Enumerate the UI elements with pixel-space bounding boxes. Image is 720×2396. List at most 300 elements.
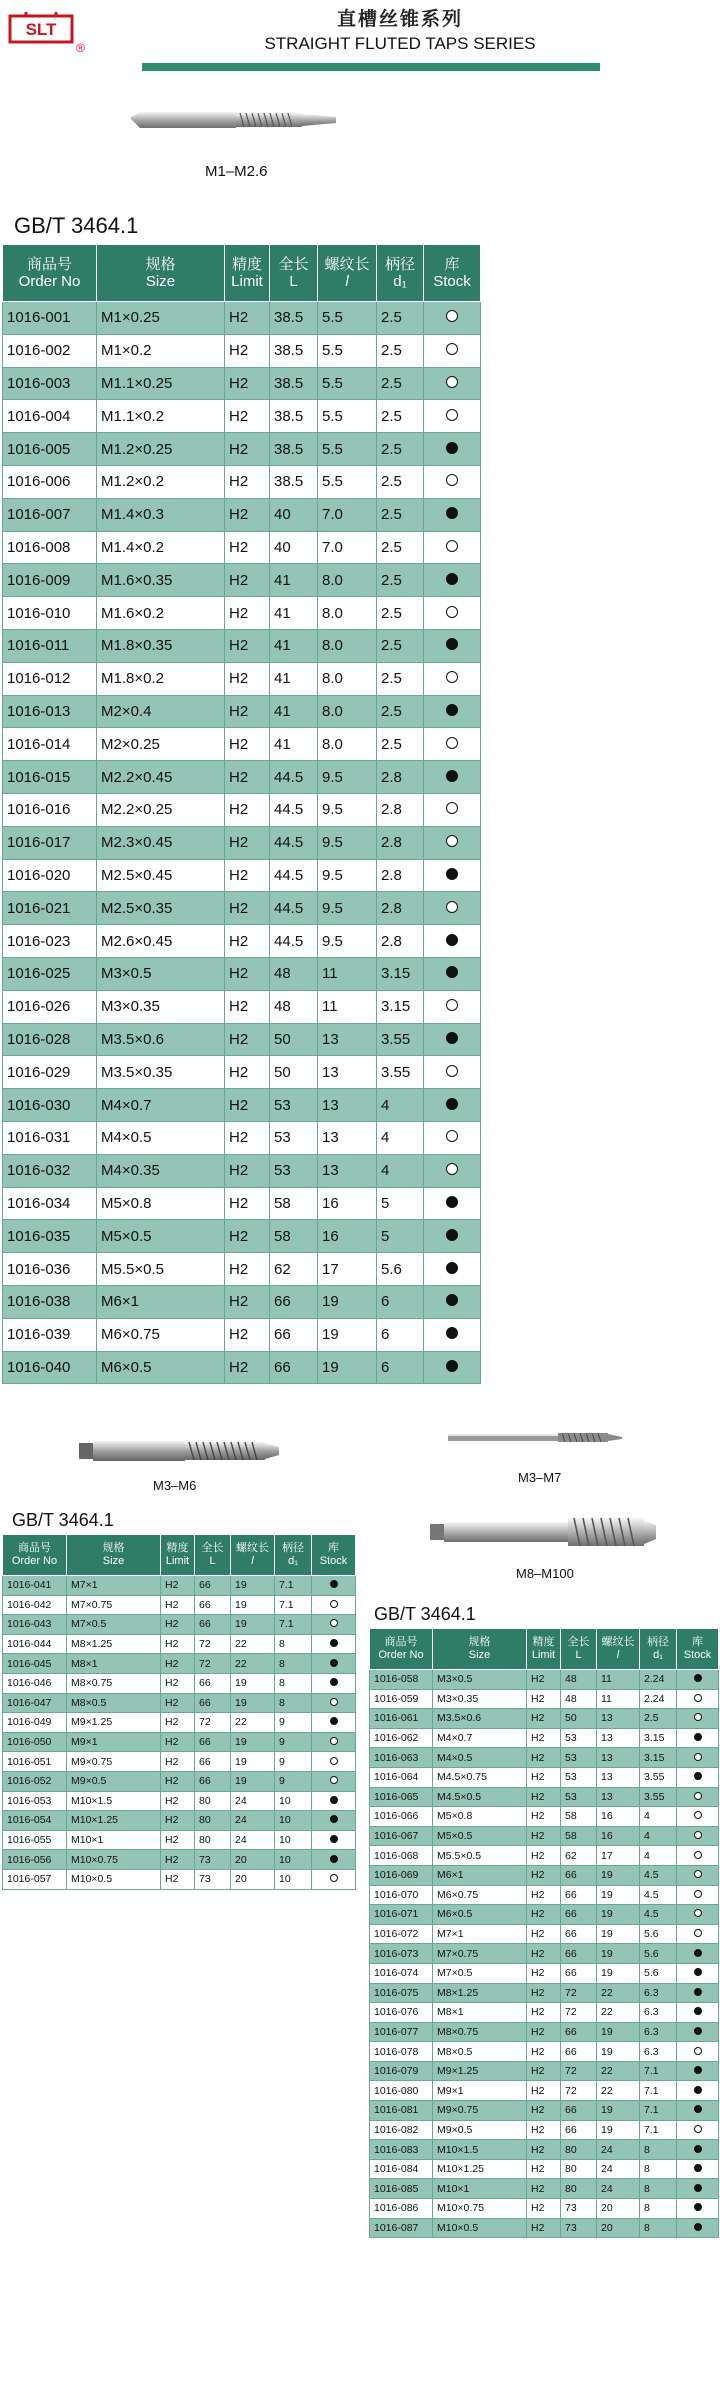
- cell-order-no: 1016-015: [3, 761, 97, 794]
- cell-shank-diameter: 3.15: [377, 990, 424, 1023]
- cell-stock: [677, 1905, 719, 1925]
- cell-limit: H2: [225, 1220, 270, 1253]
- cell-length: 66: [561, 1885, 597, 1905]
- cell-length: 66: [270, 1285, 318, 1318]
- cell-length: 48: [270, 990, 318, 1023]
- cell-shank-diameter: 10: [275, 1811, 312, 1831]
- cell-shank-diameter: 2.24: [640, 1670, 677, 1690]
- cell-length: 72: [195, 1654, 231, 1674]
- cell-length: 44.5: [270, 793, 318, 826]
- table-row: [370, 1846, 719, 1866]
- cell-size: M2×0.25: [97, 728, 225, 761]
- cell-thread-length: 22: [597, 2081, 640, 2101]
- table-row: [370, 1748, 719, 1768]
- cell-stock: [677, 1865, 719, 1885]
- cell-order-no: 1016-028: [3, 1023, 97, 1056]
- cell-length: 53: [270, 1089, 318, 1122]
- cell-limit: H2: [527, 2140, 561, 2160]
- cell-limit: H2: [161, 1811, 195, 1831]
- cell-limit: H2: [225, 662, 270, 695]
- column-header-cn: 柄径: [647, 1636, 669, 1649]
- cell-shank-diameter: 3.55: [377, 1023, 424, 1056]
- out-of-stock-dot-icon: [330, 1874, 338, 1882]
- cell-stock: [424, 1089, 481, 1122]
- cell-length: 66: [561, 1944, 597, 1964]
- cell-order-no: 1016-055: [3, 1830, 67, 1850]
- column-header-cn: 精度: [166, 1542, 189, 1555]
- cell-thread-length: 19: [231, 1771, 275, 1791]
- column-header-order-no: [3, 245, 97, 302]
- cell-shank-diameter: 2.5: [377, 433, 424, 466]
- cell-limit: H2: [527, 2042, 561, 2062]
- cell-length: 38.5: [270, 367, 318, 400]
- cell-stock: [312, 1693, 356, 1713]
- table-row: [3, 498, 481, 531]
- cell-order-no: 1016-011: [3, 629, 97, 662]
- cell-thread-length: 17: [597, 1846, 640, 1866]
- cell-shank-diameter: 9: [275, 1732, 312, 1752]
- cell-size: M10×0.75: [67, 1850, 161, 1870]
- cell-order-no: 1016-016: [3, 793, 97, 826]
- cell-shank-diameter: 2.5: [377, 629, 424, 662]
- cell-order-no: 1016-086: [370, 2199, 433, 2219]
- cell-limit: H2: [225, 302, 270, 335]
- column-header-en: l: [345, 273, 349, 290]
- cell-length: 41: [270, 597, 318, 630]
- spec-table-3: [369, 1628, 719, 2238]
- cell-stock: [424, 465, 481, 498]
- cell-stock: [677, 1728, 719, 1748]
- table-row: [3, 1121, 481, 1154]
- cell-shank-diameter: 6.3: [640, 2042, 677, 2062]
- out-of-stock-dot-icon: [330, 1619, 338, 1627]
- cell-size: M10×0.5: [67, 1869, 161, 1889]
- cell-thread-length: 24: [597, 2159, 640, 2179]
- cell-size: M1×0.2: [97, 334, 225, 367]
- cell-size: M9×1: [433, 2081, 527, 2101]
- cell-limit: H2: [527, 2218, 561, 2238]
- column-header-en: Size: [102, 1555, 125, 1567]
- table-row: [3, 1732, 356, 1752]
- cell-shank-diameter: 2.5: [377, 531, 424, 564]
- cell-limit: H2: [225, 1056, 270, 1089]
- cell-thread-length: 17: [318, 1253, 377, 1286]
- cell-shank-diameter: 3.55: [640, 1767, 677, 1787]
- in-stock-dot-icon: [694, 1988, 702, 1996]
- cell-order-no: 1016-005: [3, 433, 97, 466]
- cell-shank-diameter: 2.24: [640, 1689, 677, 1709]
- cell-order-no: 1016-040: [3, 1351, 97, 1384]
- cell-limit: H2: [225, 433, 270, 466]
- cell-order-no: 1016-031: [3, 1121, 97, 1154]
- cell-stock: [312, 1595, 356, 1615]
- column-header-cn: 螺纹长: [324, 255, 370, 273]
- cell-shank-diameter: 4.5: [640, 1885, 677, 1905]
- cell-limit: H2: [225, 400, 270, 433]
- cell-length: 72: [561, 2003, 597, 2023]
- cell-limit: H2: [225, 728, 270, 761]
- cell-stock: [312, 1752, 356, 1772]
- cell-order-no: 1016-006: [3, 465, 97, 498]
- out-of-stock-dot-icon: [446, 1065, 458, 1077]
- cell-thread-length: 19: [231, 1693, 275, 1713]
- table-row: [3, 564, 481, 597]
- cell-stock: [424, 662, 481, 695]
- cell-length: 73: [195, 1850, 231, 1870]
- in-stock-dot-icon: [694, 2223, 702, 2231]
- out-of-stock-dot-icon: [446, 606, 458, 618]
- tap-label-m3-m7: M3–M7: [518, 1470, 562, 1485]
- cell-stock: [677, 2042, 719, 2062]
- cell-shank-diameter: 4: [640, 1826, 677, 1846]
- table-row: [3, 1318, 481, 1351]
- cell-shank-diameter: 2.5: [640, 1709, 677, 1729]
- cell-shank-diameter: 9: [275, 1752, 312, 1772]
- cell-shank-diameter: 4: [640, 1846, 677, 1866]
- cell-thread-length: 16: [318, 1187, 377, 1220]
- cell-shank-diameter: 2.5: [377, 400, 424, 433]
- cell-limit: H2: [527, 1689, 561, 1709]
- column-header-thread-length: [318, 245, 377, 302]
- cell-shank-diameter: 7.1: [640, 2120, 677, 2140]
- out-of-stock-dot-icon: [694, 1713, 702, 1721]
- cell-stock: [677, 2101, 719, 2121]
- column-header-shank-diameter: [640, 1629, 677, 1670]
- cell-stock: [424, 302, 481, 335]
- in-stock-dot-icon: [694, 2086, 702, 2094]
- cell-length: 44.5: [270, 826, 318, 859]
- cell-stock: [677, 1944, 719, 1964]
- cell-limit: H2: [225, 1187, 270, 1220]
- cell-size: M4×0.7: [433, 1728, 527, 1748]
- cell-size: M2.5×0.35: [97, 892, 225, 925]
- cell-shank-diameter: 2.5: [377, 564, 424, 597]
- cell-stock: [677, 1767, 719, 1787]
- cell-size: M1.4×0.2: [97, 531, 225, 564]
- table-row: [3, 793, 481, 826]
- cell-shank-diameter: 6.3: [640, 2003, 677, 2023]
- cell-limit: H2: [527, 2061, 561, 2081]
- cell-stock: [424, 826, 481, 859]
- in-stock-dot-icon: [446, 573, 458, 585]
- cell-order-no: 1016-026: [3, 990, 97, 1023]
- cell-stock: [424, 1253, 481, 1286]
- in-stock-dot-icon: [446, 638, 458, 650]
- cell-order-no: 1016-023: [3, 925, 97, 958]
- cell-thread-length: 16: [597, 1826, 640, 1846]
- cell-size: M1.1×0.25: [97, 367, 225, 400]
- cell-shank-diameter: 2.8: [377, 859, 424, 892]
- cell-thread-length: 22: [231, 1654, 275, 1674]
- table-row: [370, 1807, 719, 1827]
- cell-stock: [312, 1615, 356, 1635]
- cell-thread-length: 24: [231, 1811, 275, 1831]
- cell-size: M5×0.5: [97, 1220, 225, 1253]
- cell-limit: H2: [225, 892, 270, 925]
- out-of-stock-dot-icon: [446, 409, 458, 421]
- cell-size: M6×1: [433, 1865, 527, 1885]
- cell-limit: H2: [527, 2081, 561, 2101]
- cell-thread-length: 19: [597, 2042, 640, 2062]
- in-stock-dot-icon: [694, 2007, 702, 2015]
- cell-thread-length: 19: [231, 1595, 275, 1615]
- cell-size: M10×1: [67, 1830, 161, 1850]
- out-of-stock-dot-icon: [694, 2125, 702, 2133]
- cell-size: M10×0.75: [433, 2199, 527, 2219]
- table-row: [3, 1752, 356, 1772]
- cell-size: M2.3×0.45: [97, 826, 225, 859]
- cell-shank-diameter: 4: [377, 1154, 424, 1187]
- cell-length: 72: [195, 1713, 231, 1733]
- cell-limit: H2: [161, 1595, 195, 1615]
- column-header-limit: [527, 1629, 561, 1670]
- out-of-stock-dot-icon: [694, 1694, 702, 1702]
- cell-limit: H2: [527, 2022, 561, 2042]
- cell-thread-length: 5.5: [318, 465, 377, 498]
- cell-limit: H2: [225, 761, 270, 794]
- cell-thread-length: 19: [231, 1576, 275, 1596]
- cell-shank-diameter: 2.8: [377, 793, 424, 826]
- table-row: [370, 1963, 719, 1983]
- cell-thread-length: 5.5: [318, 433, 377, 466]
- column-header-stock: [424, 245, 481, 302]
- cell-limit: H2: [527, 1807, 561, 1827]
- out-of-stock-dot-icon: [446, 671, 458, 683]
- cell-size: M2.5×0.45: [97, 859, 225, 892]
- cell-stock: [424, 531, 481, 564]
- cell-stock: [312, 1830, 356, 1850]
- cell-thread-length: 19: [597, 1905, 640, 1925]
- cell-size: M6×0.75: [433, 1885, 527, 1905]
- column-header-thread-length: [597, 1629, 640, 1670]
- table-row: [3, 1811, 356, 1831]
- cell-order-no: 1016-046: [3, 1673, 67, 1693]
- cell-stock: [424, 990, 481, 1023]
- cell-shank-diameter: 9: [275, 1771, 312, 1791]
- cell-size: M8×0.75: [433, 2022, 527, 2042]
- cell-thread-length: 11: [597, 1670, 640, 1690]
- cell-limit: H2: [527, 1748, 561, 1768]
- tap-label-m8-m100: M8–M100: [516, 1566, 574, 1581]
- out-of-stock-dot-icon: [694, 1929, 702, 1937]
- cell-length: 66: [561, 2101, 597, 2121]
- cell-length: 66: [561, 1905, 597, 1925]
- cell-shank-diameter: 4: [377, 1089, 424, 1122]
- cell-shank-diameter: 2.5: [377, 597, 424, 630]
- in-stock-dot-icon: [446, 507, 458, 519]
- cell-stock: [312, 1791, 356, 1811]
- cell-length: 66: [195, 1673, 231, 1693]
- cell-limit: H2: [161, 1673, 195, 1693]
- cell-size: M8×0.5: [433, 2042, 527, 2062]
- cell-limit: H2: [225, 957, 270, 990]
- cell-order-no: 1016-069: [370, 1865, 433, 1885]
- table-row: [3, 597, 481, 630]
- cell-thread-length: 19: [597, 1885, 640, 1905]
- cell-size: M10×1.5: [67, 1791, 161, 1811]
- table-row: [370, 1983, 719, 2003]
- cell-size: M9×0.5: [67, 1771, 161, 1791]
- cell-order-no: 1016-044: [3, 1634, 67, 1654]
- cell-shank-diameter: 10: [275, 1850, 312, 1870]
- in-stock-dot-icon: [330, 1815, 338, 1823]
- cell-thread-length: 19: [318, 1351, 377, 1384]
- cell-thread-length: 9.5: [318, 892, 377, 925]
- cell-thread-length: 20: [597, 2218, 640, 2238]
- cell-length: 40: [270, 498, 318, 531]
- cell-length: 62: [270, 1253, 318, 1286]
- cell-shank-diameter: 5.6: [640, 1963, 677, 1983]
- cell-length: 66: [561, 1963, 597, 1983]
- cell-limit: H2: [225, 1154, 270, 1187]
- in-stock-dot-icon: [330, 1659, 338, 1667]
- in-stock-dot-icon: [330, 1678, 338, 1686]
- table-row: [3, 1830, 356, 1850]
- cell-size: M3×0.5: [97, 957, 225, 990]
- cell-limit: H2: [225, 531, 270, 564]
- cell-order-no: 1016-021: [3, 892, 97, 925]
- out-of-stock-dot-icon: [446, 343, 458, 355]
- cell-shank-diameter: 3.55: [377, 1056, 424, 1089]
- cell-stock: [424, 564, 481, 597]
- cell-thread-length: 13: [318, 1089, 377, 1122]
- cell-size: M8×0.5: [67, 1693, 161, 1713]
- cell-limit: H2: [225, 1089, 270, 1122]
- in-stock-dot-icon: [694, 2164, 702, 2172]
- cell-order-no: 1016-014: [3, 728, 97, 761]
- table-row: [3, 334, 481, 367]
- cell-stock: [677, 1807, 719, 1827]
- cell-limit: H2: [527, 1787, 561, 1807]
- cell-thread-length: 19: [597, 1924, 640, 1944]
- cell-size: M5.5×0.5: [433, 1846, 527, 1866]
- cell-stock: [424, 1220, 481, 1253]
- out-of-stock-dot-icon: [446, 1130, 458, 1142]
- table-row: [370, 2179, 719, 2199]
- cell-shank-diameter: 8: [640, 2199, 677, 2219]
- cell-size: M9×0.5: [433, 2120, 527, 2140]
- cell-length: 66: [270, 1318, 318, 1351]
- table-row: [370, 1924, 719, 1944]
- table-row: [3, 1285, 481, 1318]
- cell-shank-diameter: 2.5: [377, 695, 424, 728]
- table-row: [370, 2140, 719, 2160]
- table-row: [3, 662, 481, 695]
- cell-stock: [677, 1670, 719, 1690]
- tap-label-m3-m6: M3–M6: [153, 1478, 197, 1493]
- cell-stock: [677, 1689, 719, 1709]
- cell-stock: [424, 859, 481, 892]
- cell-shank-diameter: 6.3: [640, 2022, 677, 2042]
- cell-order-no: 1016-082: [370, 2120, 433, 2140]
- cell-stock: [677, 1826, 719, 1846]
- column-header-cn: 柄径: [282, 1542, 304, 1555]
- table-row: [370, 2101, 719, 2121]
- cell-size: M5.5×0.5: [97, 1253, 225, 1286]
- cell-shank-diameter: 5: [377, 1220, 424, 1253]
- table-row: [370, 1826, 719, 1846]
- cell-length: 80: [195, 1791, 231, 1811]
- cell-stock: [424, 334, 481, 367]
- out-of-stock-dot-icon: [330, 1698, 338, 1706]
- cell-limit: H2: [161, 1869, 195, 1889]
- cell-order-no: 1016-074: [370, 1963, 433, 1983]
- cell-shank-diameter: 7.1: [275, 1615, 312, 1635]
- in-stock-dot-icon: [694, 1968, 702, 1976]
- cell-length: 53: [561, 1748, 597, 1768]
- cell-limit: H2: [527, 1983, 561, 2003]
- registered-mark: ®: [76, 41, 85, 55]
- cell-order-no: 1016-072: [370, 1924, 433, 1944]
- cell-length: 48: [561, 1689, 597, 1709]
- out-of-stock-dot-icon: [446, 474, 458, 486]
- cell-shank-diameter: 4.5: [640, 1865, 677, 1885]
- in-stock-dot-icon: [446, 1294, 458, 1306]
- cell-size: M10×1: [433, 2179, 527, 2199]
- cell-length: 72: [561, 2081, 597, 2101]
- cell-stock: [424, 925, 481, 958]
- cell-size: M3×0.35: [433, 1689, 527, 1709]
- cell-size: M1.6×0.35: [97, 564, 225, 597]
- out-of-stock-dot-icon: [446, 802, 458, 814]
- cell-length: 44.5: [270, 859, 318, 892]
- table-row: [370, 1767, 719, 1787]
- tap-image-m3-m7: [446, 1428, 626, 1448]
- cell-order-no: 1016-056: [3, 1850, 67, 1870]
- cell-thread-length: 9.5: [318, 925, 377, 958]
- cell-length: 73: [195, 1869, 231, 1889]
- table-row: [3, 1576, 356, 1596]
- table-row: [3, 1673, 356, 1693]
- cell-thread-length: 22: [597, 1983, 640, 2003]
- in-stock-dot-icon: [330, 1580, 338, 1588]
- in-stock-dot-icon: [446, 1098, 458, 1110]
- cell-limit: H2: [527, 2159, 561, 2179]
- cell-length: 66: [195, 1752, 231, 1772]
- column-header-cn: 库: [444, 255, 460, 273]
- cell-order-no: 1016-059: [370, 1689, 433, 1709]
- cell-size: M8×1: [67, 1654, 161, 1674]
- cell-order-no: 1016-068: [370, 1846, 433, 1866]
- cell-order-no: 1016-001: [3, 302, 97, 335]
- cell-stock: [677, 2061, 719, 2081]
- cell-size: M9×1.25: [67, 1713, 161, 1733]
- cell-shank-diameter: 8: [275, 1654, 312, 1674]
- cell-limit: H2: [161, 1752, 195, 1772]
- cell-thread-length: 8.0: [318, 695, 377, 728]
- out-of-stock-dot-icon: [446, 310, 458, 322]
- cell-stock: [424, 400, 481, 433]
- cell-shank-diameter: 6: [377, 1285, 424, 1318]
- cell-order-no: 1016-064: [370, 1767, 433, 1787]
- cell-limit: H2: [225, 564, 270, 597]
- cell-limit: H2: [225, 990, 270, 1023]
- in-stock-dot-icon: [330, 1717, 338, 1725]
- in-stock-dot-icon: [694, 2066, 702, 2074]
- column-header-cn: 全长: [201, 1542, 224, 1555]
- out-of-stock-dot-icon: [446, 376, 458, 388]
- cell-limit: H2: [161, 1830, 195, 1850]
- cell-thread-length: 11: [597, 1689, 640, 1709]
- cell-length: 66: [561, 2042, 597, 2062]
- out-of-stock-dot-icon: [694, 1870, 702, 1878]
- column-header-stock: [677, 1629, 719, 1670]
- out-of-stock-dot-icon: [446, 540, 458, 552]
- cell-thread-length: 13: [597, 1767, 640, 1787]
- cell-length: 58: [270, 1187, 318, 1220]
- cell-stock: [677, 1924, 719, 1944]
- cell-thread-length: 22: [597, 2061, 640, 2081]
